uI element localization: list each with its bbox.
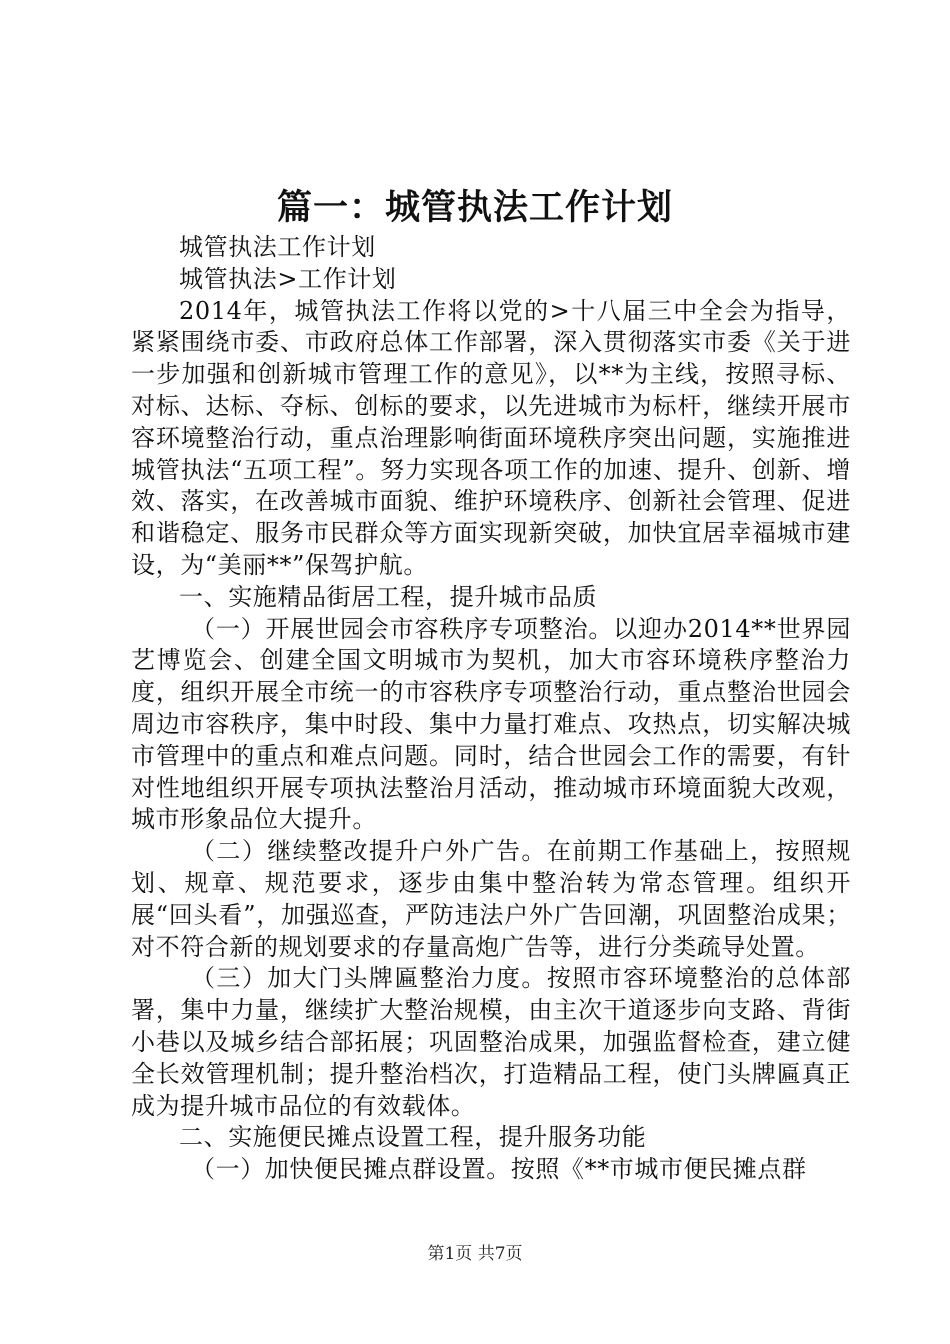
page-footer: 第1页 共7页: [427, 1244, 523, 1264]
paragraph-heading-2: 城管执法>工作计划: [179, 264, 397, 293]
paragraph-heading-1: 城管执法工作计划: [179, 233, 376, 261]
section-heading-2: 二、实施便民摊点设置工程，提升服务功能: [179, 1123, 647, 1152]
subsection-1-2: （二）继续整改提升户外广告。在前期工作基础上，按照规划、规章、规范要求，逐步由集中整治转为常态管理。组织开展“回头看”，加强巡查，严防违法户外广告回潮，巩固整治成果；对不符合新的规划要求的存量高炮广告等，进行分类疏导处置。: [131, 837, 851, 961]
document-title: 篇一：城管执法工作计划: [276, 187, 673, 228]
subsection-2-1: （一）加快便民摊点群设置。按照《**市城市便民摊点群: [191, 1155, 807, 1184]
subsection-1-3: （三）加大门头牌匾整治力度。按照市容环境整治的总体部署，集中力量，继续扩大整治规模，由主次干道逐步向支路、背街小巷以及城乡结合部拓展；巩固整治成果，加强监督检查，建立健全长效管理机制；提升整治档次，打造精品工程，使门头牌匾真正成为提升城市品位的有效载体。: [131, 964, 851, 1120]
paragraph-intro: 2014年，城管执法工作将以党的>十八届三中全会为指导，紧紧围绕市委、市政府总体工作部署，深入贯彻落实市委《关于进一步加强和创新城市管理工作的意见》，以**为主线，按照寻标、对标、达标、夺标、创标的要求，以先进城市为标杆，继续开展市容环境整治行动，重点治理影响街面环境秩序突出问题，实施推进城管执法“五项工程”。努力实现各项工作的加速、提升、创新、增效、落实，在改善城市面貌、维护环境秩序、创新社会管理、促进和谐稳定、服务市民群众等方面实现新突破，加快宜居幸福城市建设，为“美丽**”保驾护航。: [131, 296, 851, 579]
subsection-1-1: （一）开展世园会市容秩序专项整治。以迎办2014**世界园艺博览会、创建全国文明城市为契机，加大市容环境秩序整治力度，组织开展全市统一的市容秩序专项整治行动，重点整治世园会周边市容秩序，集中时段、集中力量打难点、攻热点，切实解决城市管理中的重点和难点问题。同时，结合世园会工作的需要，有针对性地组织开展专项执法整治月活动，推动城市环境面貌大改观，城市形象品位大提升。: [131, 614, 851, 834]
section-heading-1: 一、实施精品街居工程，提升城市品质: [179, 582, 598, 611]
document-body: [131, 232, 851, 1186]
